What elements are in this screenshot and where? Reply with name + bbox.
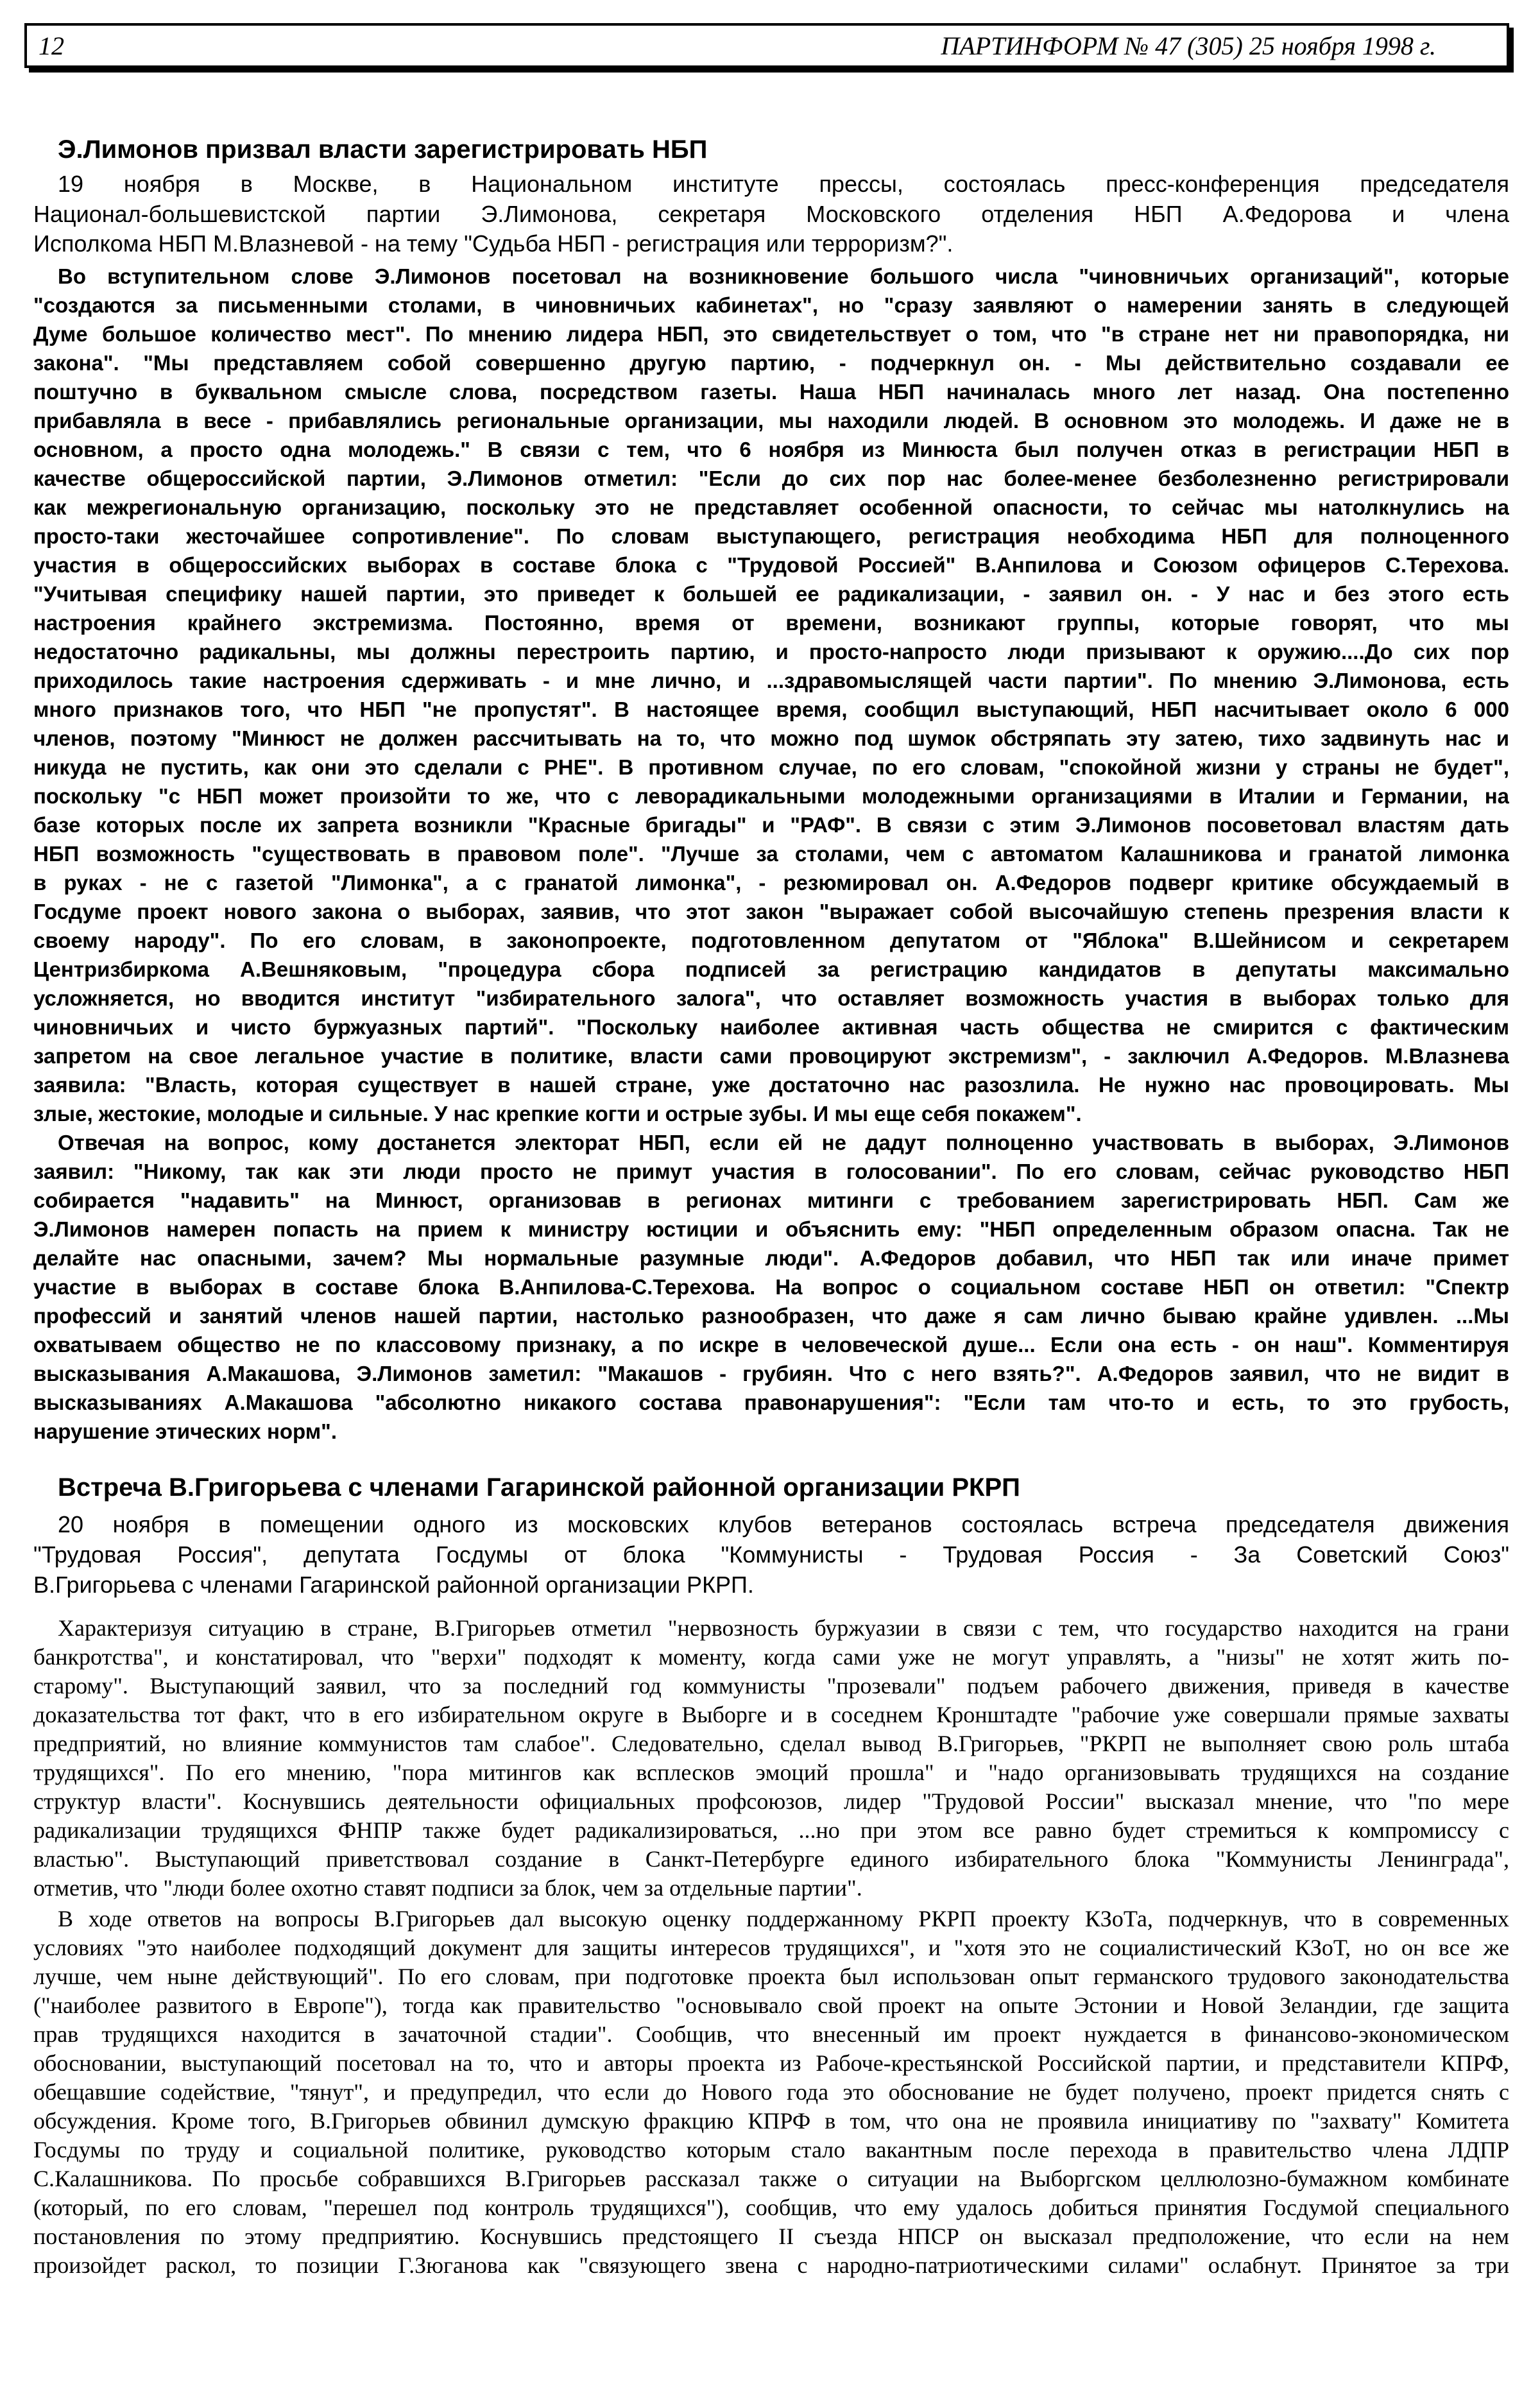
- text-line: Национал-большевистской партии Э.Лимонова, секретаря Московского отделения НБП А.Федорова и члена: [33, 200, 1509, 227]
- text-line: обещавшие содействие, "тянут", и предупредил, что если до Нового года это обоснование не будет получено, проект придется снять с: [33, 2079, 1509, 2105]
- text-line: 19 ноября в Москве, в Национальном институте прессы, состоялась пресс-конференция председателя: [58, 171, 1509, 197]
- text-line: участия в общероссийских выборах в составе блока с "Трудовой Россией" В.Анпилова и Союзом офицеров С.Терехова.: [33, 553, 1509, 577]
- text-line: делайте нас опасными, зачем? Мы нормальные разумные люди". А.Федоров добавил, что НБП так или иначе примет: [33, 1246, 1509, 1270]
- text-line: (который, по его словам, "перешел под контроль трудящихся"), сообщив, что ему удалось добиться принятия Госдумой специального: [33, 2195, 1509, 2220]
- text-line: Во вступительном слове Э.Лимонов посетовал на возникновение большого числа "чиновничьих организаций", которые: [58, 264, 1509, 288]
- text-line: качестве общероссийской партии, Э.Лимонов отметил: "Если до сих пор нас более-менее безболезненно регистрировали: [33, 467, 1509, 490]
- text-line: нарушение этических норм".: [33, 1419, 337, 1443]
- text-line: в руках - не с газетой "Лимонка", а с гранатой лимонка", - резюмировал он. А.Федоров подверг критике обсуждаемый в: [33, 871, 1509, 895]
- text-line: членов, поэтому "Минюст не должен рассчитывать на то, что можно под шумок обстряпать эту затею, тихо задвинуть нас и: [33, 726, 1509, 750]
- text-line: высказывания А.Макашова, Э.Лимонов заметил: "Макашов - грубиян. Что с него взять?". А.Федоров заявил, что не видит в: [33, 1362, 1509, 1385]
- article1-title: Э.Лимонов призвал власти зарегистрировать НБП: [58, 135, 708, 164]
- article2-lead: [33, 1509, 1509, 1600]
- text-line: чиновничьих и чисто буржуазных партий". "Поскольку наиболее активная часть общества не смирится с фактическим: [33, 1015, 1509, 1039]
- text-line: базе которых после их запрета возникли "Красные бригады" и "РАФ". В связи с этим Э.Лимонов посоветовал властям дать: [33, 813, 1509, 837]
- text-line: постановления по этому предприятию. Коснувшись предстоящего II съезда НПСР он высказал предположение, что если на нем: [33, 2223, 1509, 2249]
- text-line: Э.Лимонов намерен попасть на прием к министру юстиции и объяснить ему: "НБП определенным образом опасна. Так не: [33, 1217, 1509, 1241]
- text-line: доказательства тот факт, что в его избирательном округе в Выборге и в соседнем Кронштадте "рабочие уже совершали прямые захваты: [33, 1702, 1509, 1727]
- text-line: заявила: "Власть, которая существует в нашей стране, уже достаточно нас разозлила. Не нужно нас провоцировать. Мы: [33, 1073, 1509, 1097]
- text-line: В.Григорьева с членами Гагаринской районной организации РКРП.: [33, 1572, 754, 1598]
- text-line: "Учитывая специфику нашей партии, это приведет к большей ее радикализации, - заявил он. - У нас и без этого есть: [33, 582, 1509, 606]
- text-line: злые, жестокие, молодые и сильные. У нас крепкие когти и острые зубы. И мы еще себя покажем".: [33, 1102, 1082, 1126]
- text-line: Центризбиркома А.Вешняковым, "процедура сбора подписей за регистрацию кандидатов в депутаты максимально: [33, 957, 1509, 981]
- text-line: прибавляла в весе - прибавлялись региональные организации, мы находили людей. В основном это молодежь. И даже не в: [33, 409, 1509, 433]
- text-line: усложняется, но вводится институт "избирательного залога", что оставляет возможность участия в выборах только для: [33, 986, 1509, 1010]
- text-line: отметив, что "люди более охотно ставят подписи за блок, чем за отдельные партии".: [33, 1875, 862, 1901]
- text-line: охватываем общество не по классовому признаку, а по искре в человеческой душе... Если она есть - он наш". Комментируя: [33, 1333, 1509, 1357]
- text-line: обосновании, выступающий посетовал на то, что и авторы проекта из Рабоче-крестьянской Российской партии, и представители КПРФ,: [33, 2050, 1509, 2076]
- text-line: Госдуме проект нового закона о выборах, заявив, что этот закон "выражает собой высочайшую степень презрения власти к: [33, 900, 1509, 923]
- text-line: своему народу". По его словам, в законопроекте, подготовленном депутатом от "Яблока" В.Шейнисом и секретарем: [33, 929, 1509, 952]
- text-line: В ходе ответов на вопросы В.Григорьев дал высокую оценку поддержанному РКРП проекту КЗоТа, подчеркнув, что в современных: [58, 1906, 1509, 1932]
- text-line: "создаются за письменными столами, в чиновничьих кабинетах", но "сразу заявляют о намерении занять в следующей: [33, 293, 1509, 317]
- text-line: участие в выборах в составе блока В.Анпилова-С.Терехова. На вопрос о социальном составе НБП он ответил: "Спектр: [33, 1275, 1509, 1299]
- text-line: Госдумы по труду и социальной политике, руководство которым стало вакантным после перехода в правительство члена ЛДПР: [33, 2137, 1509, 2163]
- article1-lead: [33, 169, 1509, 259]
- page-number: 12: [38, 31, 64, 60]
- text-line: С.Калашникова. По просьбе собравшихся В.Григорьев рассказал также о ситуации на Выборгском целлюлозно-бумажном комбинате: [33, 2166, 1509, 2191]
- text-line: "Трудовая Россия", депутата Госдумы от блока "Коммунисты - Трудовая Россия - За Советский Союз": [33, 1541, 1509, 1568]
- article1-paragraph2: [33, 1128, 1509, 1446]
- article2-paragraph1: [33, 1614, 1509, 1903]
- text-line: закона". "Мы представляем собой совершенно другую партию, - подчеркнул он. - Мы действительно создавали ее: [33, 351, 1509, 375]
- text-line: поштучно в буквальном смысле слова, посредством газеты. Наша НБП начиналась много лет назад. Она постепенно: [33, 380, 1509, 404]
- text-line: поскольку "с НБП может произойти то же, что с леворадикальными молодежными организациями в Италии и Германии, на: [33, 784, 1509, 808]
- text-line: радикализации трудящихся ФНПР также будет радикализироваться, ...но при этом все равно будет стремиться к компромиссу с: [33, 1817, 1509, 1843]
- article1-paragraph1: [33, 262, 1509, 1128]
- text-line: трудящихся". По его мнению, "пора митингов как всплесков эмоций прошла" и "надо организовывать трудящихся на создание: [33, 1760, 1509, 1785]
- text-line: Исполкома НБП М.Влазневой - на тему "Судьба НБП - регистрация или терроризм?".: [33, 230, 954, 257]
- text-line: старому". Выступающий заявил, что за последний год коммунисты "прозевали" подъем рабочего движения, приведя в качестве: [33, 1673, 1509, 1699]
- text-line: Думе большое количество мест". По мнению лидера НБП, это свидетельствует о том, что "в стране нет ни правопорядка, ни: [33, 322, 1509, 346]
- masthead: [24, 23, 1509, 68]
- text-line: собирается "надавить" на Минюст, организовав в регионах митинги с требованием зарегистрировать НБП. Сам же: [33, 1188, 1509, 1212]
- article2-title: Встреча В.Григорьева с членами Гагаринской районной организации РКРП: [58, 1473, 1020, 1502]
- text-line: Характеризуя ситуацию в стране, В.Григорьев отметил "нервозность буржуазии в связи с тем, что государство находится на грани: [58, 1615, 1509, 1641]
- text-line: банкротства", и констатировал, что "верхи" подходят к моменту, когда сами уже не могут управлять, а "низы" не хотят жить по-: [33, 1644, 1509, 1670]
- text-line: прав трудящихся находится в зачаточной стадии". Сообщив, что внесенный им проект нуждается в финансово-экономическом: [33, 2021, 1509, 2047]
- text-line: НБП возможность "существовать в правовом поле". "Лучше за столами, чем с автоматом Калашникова и гранатой лимонка: [33, 842, 1509, 866]
- article2-paragraph2: [33, 1905, 1509, 2280]
- masthead-title: ПАРТИНФОРМ № 47 (305) 25 ноября 1998 г.: [941, 31, 1436, 60]
- text-line: властью". Выступающий приветствовал создание в Санкт-Петербурге единого избирательного блока "Коммунисты Ленинграда",: [33, 1846, 1509, 1872]
- text-line: условиях "это наиболее подходящий документ для защиты интересов трудящихся", и "хотя это не социалистический КЗоТ, но он все же: [33, 1935, 1509, 1960]
- text-line: как межрегиональную организацию, поскольку это не представляет особенной опасности, то сейчас мы натолкнулись на: [33, 495, 1509, 519]
- text-line: основном, а просто одна молодежь." В связи с тем, что 6 ноября из Минюста был получен отказ в регистрации НБП в: [33, 438, 1509, 461]
- text-line: структур власти". Коснувшись деятельности официальных профсоюзов, лидер "Трудовой России" высказал мнение, что "по мере: [33, 1788, 1509, 1814]
- text-line: приходилось такие настроения сдерживать - и мне лично, и ...здравомыслящей части партии". По мнению Э.Лимонова, есть: [33, 669, 1509, 692]
- text-line: просто-таки жесточайшее сопротивление". По словам выступающего, регистрация необходима НБП для полноценного: [33, 524, 1509, 548]
- text-line: настроения крайнего экстремизма. Постоянно, время от времени, возникают группы, которые говорят, что мы: [33, 611, 1509, 635]
- text-line: Отвечая на вопрос, кому достанется электорат НБП, если ей не дадут полноценно участвовать в выборах, Э.Лимонов: [58, 1131, 1509, 1154]
- text-line: профессий и занятий членов нашей партии, настолько разнообразен, что даже я сам лично бываю крайне удивлен. ...Мы: [33, 1304, 1509, 1328]
- text-line: высказываниях А.Макашова "абсолютно никакого состава правонарушения": "Если там что-то и есть, то это грубость,: [33, 1391, 1509, 1414]
- text-line: предприятий, но влияние коммунистов там слабое". Следовательно, сделал вывод В.Григорьев, "РКРП не выполняет свою роль штаба: [33, 1731, 1509, 1756]
- text-line: недостаточно радикальны, мы должны перестроить партию, и просто-напросто люди призывают к оружию....До сих пор: [33, 640, 1509, 664]
- text-line: лучше, чем ныне действующий". По его словам, при подготовке проекта был использован опыт германского трудового законодательства: [33, 1964, 1509, 1989]
- text-line: обсуждения. Кроме того, В.Григорьев обвинил думскую фракцию КПРФ в том, что она не проявила инициативу по "захвату" Комитета: [33, 2108, 1509, 2134]
- text-line: ("наиболее развитого в Европе"), тогда как правительство "основывало свой проект на опыте Эстонии и Новой Зеландии, где защита: [33, 1992, 1509, 2018]
- text-line: никуда не пустить, как они это сделали с РНЕ". В противном случае, по его словам, "спокойной жизни у страны не будет",: [33, 755, 1509, 779]
- text-line: много признаков того, что НБП "не пропустят". В настоящее время, сообщил выступающий, НБП насчитывает около 6 000: [33, 698, 1509, 721]
- text-line: запретом на свое легальное участие в политике, власти сами провоцируют экстремизм", - заключил А.Федоров. М.Влазнева: [33, 1044, 1509, 1068]
- text-line: заявил: "Никому, так как эти люди просто не примут участия в голосовании". По его словам, сейчас руководство НБП: [33, 1160, 1509, 1183]
- text-line: 20 ноября в помещении одного из московских клубов ветеранов состоялась встреча председателя движения: [58, 1511, 1509, 1538]
- text-line: произойдет раскол, то позиции Г.Зюганова как "связующего звена с народно-патриотическими силами" ослабнут. Принятое за три: [33, 2252, 1509, 2278]
